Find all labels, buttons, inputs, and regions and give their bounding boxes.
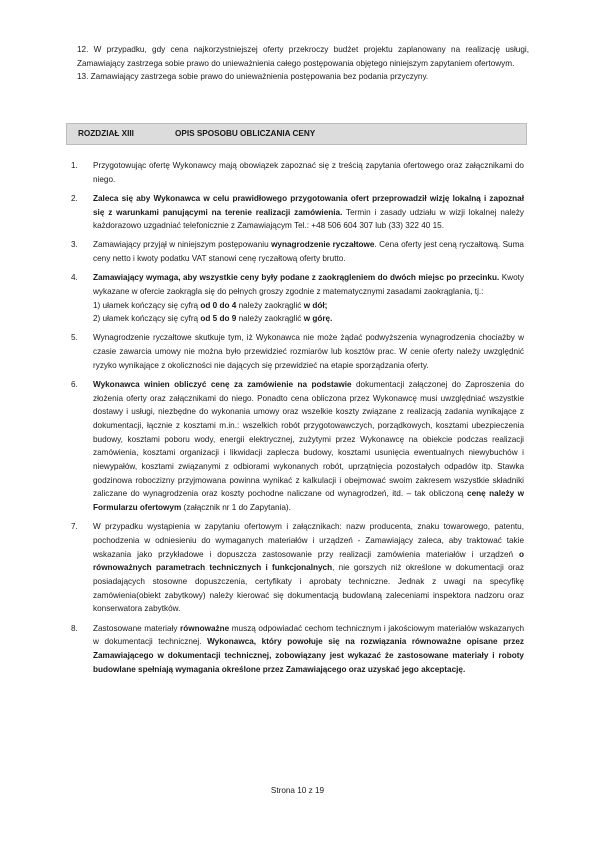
- chapter-number: ROZDZIAŁ XIII: [78, 129, 134, 138]
- sub-bold: od 5 do 9: [200, 314, 237, 324]
- list-item: [66, 331, 524, 372]
- item-text: muszą odpowiadać cechom technicznym i jakościowym materiałów wskazanych w dokumentacji technicznej.: [93, 623, 525, 647]
- sub-bold: od 0 do 4: [200, 300, 237, 310]
- list-item: [66, 238, 524, 265]
- item-number: 4.: [71, 273, 78, 283]
- paragraph-12: 12. W przypadku, gdy cena najkorzystniejszej oferty przekroczy budżet projektu zaplanowany na realizację usługi, Zamawiający zastrzega sobie prawo do unieważnienia całego postępowania objętego niniejszym zapytaniem ofertowym.: [77, 45, 529, 68]
- item-text: , nie gorszych niż określone w dokumentacji oraz posiadających stosowne dopuszczenia, certyfikaty i aprobaty techniczne. Jednak z uwagi na specyfikę zamówienia(obiekt zabytkowy) należy kierować się dokumentacją budowlaną zaleceniami inspektora nadzoru oraz konserwatora zabytków.: [93, 563, 525, 614]
- item-number: 3.: [71, 240, 78, 250]
- item-text: . Cena oferty jest ceną ryczałtową. Suma ceny netto i kwoty podatku VAT stanowi cenę ryczałtową oferty brutto.: [93, 240, 524, 263]
- chapter-title: OPIS SPOSOBU OBLICZANIA CENY: [175, 129, 316, 138]
- pricing-rules-list: [66, 159, 524, 682]
- item-text: Termin i zasady udziału w wizji lokalnej należy każdorazowo uzgadniać telefonicznie z Zamawiającym Tel.: +48 506 604 307 lub (33) 322 40 15.: [93, 207, 524, 231]
- list-item: [66, 622, 524, 677]
- paragraph-13: 13. Zamawiający zastrzega sobie prawo do unieważnienia postępowania bez podania przyczyny.: [77, 72, 429, 82]
- item-number: 8.: [71, 623, 78, 633]
- list-item: [66, 159, 524, 186]
- item-number: 2.: [71, 193, 78, 203]
- rounding-rule-down: [93, 299, 524, 313]
- item-text: Przygotowując ofertę Wykonawcy mają obowiązek zapoznać się z treścią zapytania ofertowego oraz załącznikami do niego.: [93, 161, 524, 184]
- item-text: Kwoty wykazane w ofercie zaokrągla się do pełnych groszy zgodnie z matematycznymi zasadami zaokrąglania, tj.:: [93, 273, 525, 296]
- sub-bold: w górę.: [303, 314, 333, 324]
- item-number: 6.: [71, 379, 78, 389]
- item-number: 5.: [71, 333, 78, 343]
- sub-text: 1) ułamek kończący się cyfrą: [93, 300, 201, 310]
- preceding-paragraphs: [77, 43, 529, 84]
- rounding-rule-up: [93, 312, 524, 326]
- item-bold-text: równoważne: [180, 623, 230, 633]
- item-bold-text: Zaleca się aby Wykonawca w celu prawidłowego przygotowania ofert przeprowadził wizję lokalną i zapoznał się z warunkami panującymi na terenie realizacji zamówienia.: [93, 193, 524, 217]
- sub-text: należy zaokrąglić: [236, 314, 304, 324]
- item-number: 7.: [71, 522, 78, 532]
- item-bold-text: wynagrodzenie ryczałtowe: [271, 240, 375, 250]
- item-bold-text: cenę należy w Formularzu ofertowym: [93, 489, 524, 513]
- list-item: [66, 192, 524, 233]
- item-number: 1.: [71, 161, 78, 170]
- list-item: [66, 378, 524, 515]
- item-bold-text: Zamawiający wymaga, aby wszystkie ceny były podane z zaokrągleniem do dwóch miejsc po przecinku.: [93, 273, 500, 283]
- list-item: [66, 520, 524, 616]
- item-text: Zamawiający przyjął w niniejszym postępowaniu: [93, 240, 272, 250]
- item-bold-text: Wykonawca, który powołuje się na rozwiązania równoważne opisane przez Zamawiającego w dokumentacji technicznej, zobowiązany jest wykazać że zastosowane materiały i roboty budowlane spełniają wymagania określone przez Zamawiającego oraz uzyskać jego akceptację.: [93, 637, 524, 674]
- section-heading: [66, 123, 527, 145]
- item-text: dokumentacji załączonej do Zaproszenia do złożenia oferty oraz załącznikami do niego. Ponadto cena obliczona przez Wykonawcę musi uwzględniać wszystkie dostawy i usługi, niezbędne do wykonania umowy oraz wszelkie koszty związane z realizacją zadania wynikające z dokumentacji, łącznie z kosztami m.in.: wszelkich robót przygotowawczych, porządkowych, kosztami ubezpieczenia budowy, kosztami poboru wody, energii elektrycznej, zużytymi przez Wykonawcę na obiekcie podczas realizacji zamówienia, kosztami organizacji i likwidacji zaplecza budowy, kosztami usunięcia ewentualnych niewybuchów i niewypałów, kosztami związanymi z odbiorami wykonanych robót, uprzątnięcia pozostałych odpadów itp. Stawka godzinowa roboczizny przyjmowana powinna wynikać z kalkulacji i obejmować swoim zakresem wszystkie składniki zaliczane do wynagrodzenia oraz koszty pochodne naliczane od wynagrodzeń, itd. – tak obliczoną: [93, 379, 524, 499]
- list-item: [66, 271, 524, 326]
- page-number: Strona 10 z 19: [270, 786, 325, 795]
- item-bold-text: Wykonawca winien obliczyć cenę za zamówienie na podstawie: [93, 379, 352, 389]
- sub-bold: w dół;: [303, 300, 328, 310]
- item-text: Zastosowane materiały: [93, 623, 181, 633]
- item-text: (załącznik nr 1 do Zapytania).: [181, 503, 291, 513]
- sub-text: 2) ułamek kończący się cyfrą: [93, 314, 201, 324]
- item-text: W przypadku wystąpienia w zapytaniu ofertowym i załącznikach: nazw producenta, znaku towarowego, patentu, pochodzenia w odniesieniu do wymaganych materiałów i urządzeń - Zamawiający zaleca, aby traktować takie wskazania jako przykładowe i dopuszcza zastosowanie przy realizacji zamówienia materiałów i urządzeń: [93, 522, 524, 559]
- item-bold-text: o równoważnych parametrach technicznych i funkcjonalnych: [93, 549, 524, 573]
- item-text: Wynagrodzenie ryczałtowe skutkuje tym, iż Wykonawca nie może żądać podwyższenia wynagrodzenia chociażby w czasie zawarcia umowy nie można było przewidzieć rozmiarów lub kosztów prac. W cenie oferty należy uwzględnić ryzyko wynikające z okoliczności nie dających się przewidzieć na etapie sporządzania oferty.: [93, 333, 524, 370]
- sub-text: należy zaokrąglić: [236, 300, 304, 310]
